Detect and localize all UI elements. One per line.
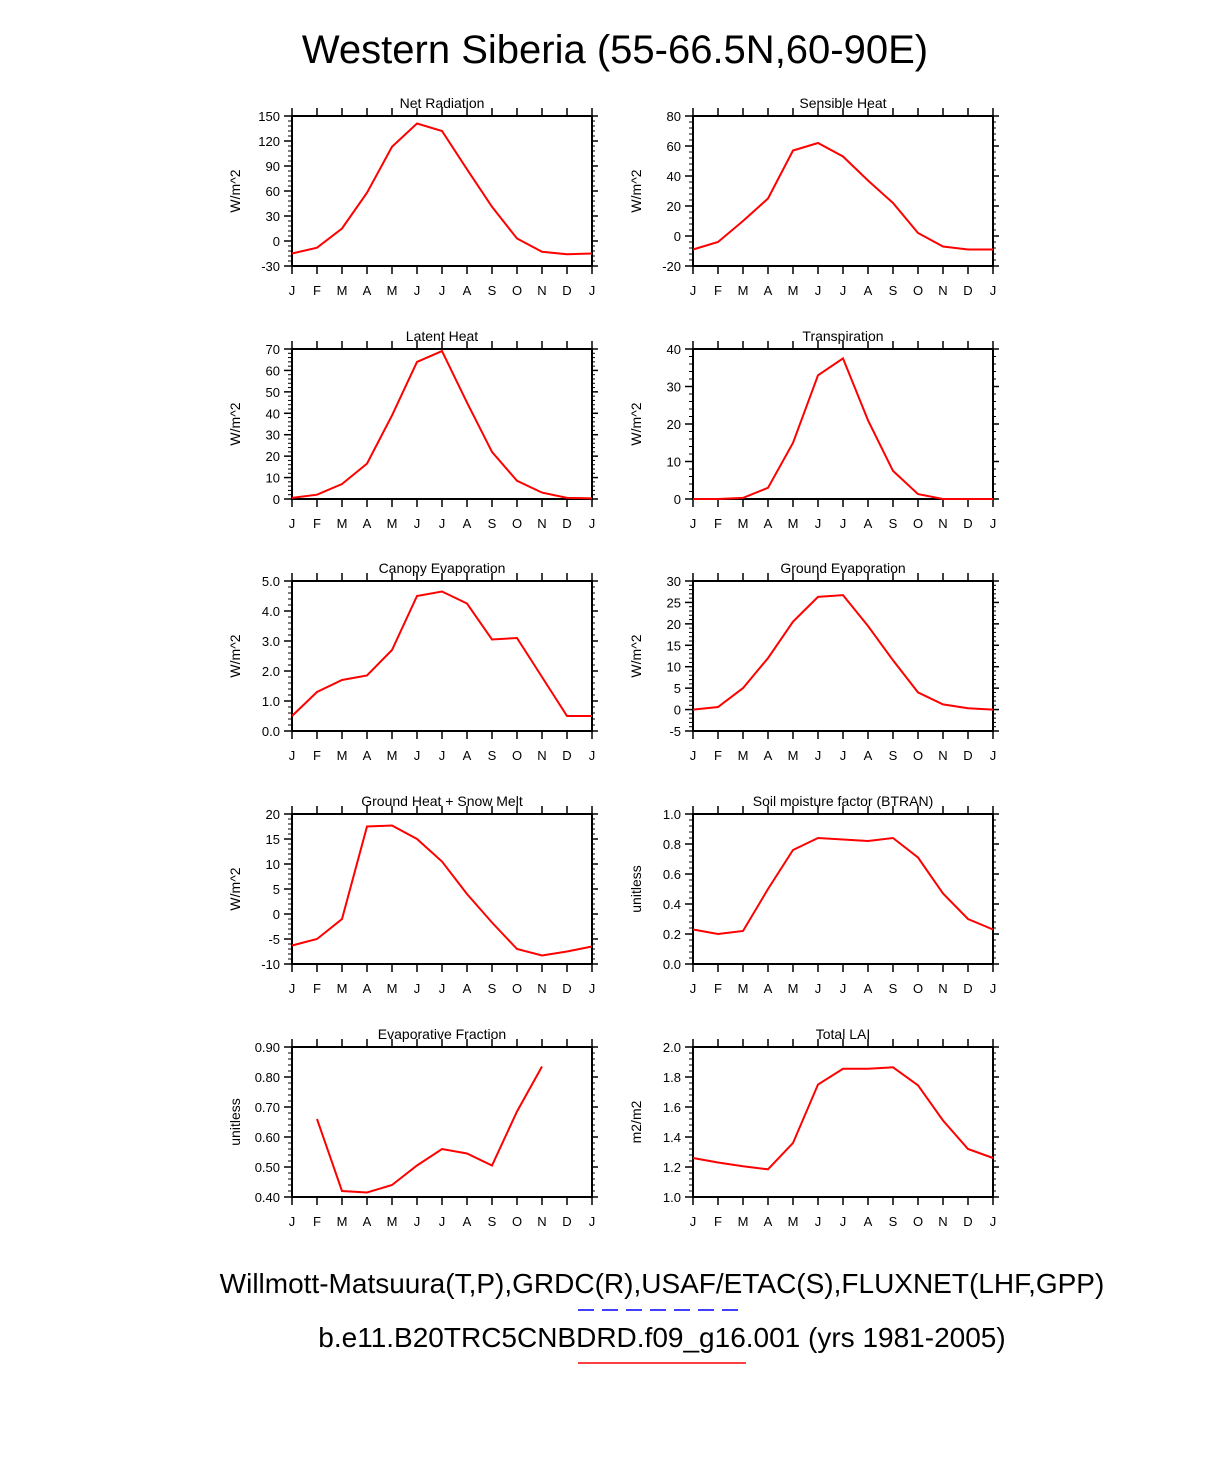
plot-frame	[292, 814, 592, 964]
x-tick-label: J	[438, 516, 446, 531]
y-axis-label: unitless	[628, 865, 644, 913]
x-tick-label: J	[839, 1214, 847, 1229]
x-tick-label: F	[714, 748, 722, 763]
y-tick-label: 0.4	[662, 897, 681, 912]
y-tick-label: 60	[666, 139, 681, 154]
panel-soil-moisture-factor-btran-	[628, 793, 999, 996]
y-tick-label: 0	[272, 907, 280, 922]
x-tick-label: O	[511, 748, 523, 763]
y-tick-label: -10	[261, 957, 280, 972]
y-tick-label: 10	[666, 659, 681, 675]
x-tick-label: J	[413, 516, 421, 531]
x-tick-label: M	[336, 748, 348, 763]
x-tick-label: N	[938, 1214, 948, 1229]
y-tick-label: 10	[265, 470, 280, 486]
x-tick-label: D	[963, 981, 973, 996]
x-tick-label: F	[714, 283, 722, 298]
x-tick-label: J	[989, 1214, 997, 1229]
panels	[227, 95, 999, 1229]
y-tick-label: 1.2	[662, 1160, 681, 1175]
figure-title: Western Siberia (55-66.5N,60-90E)	[301, 28, 929, 72]
footer-line-1: Willmott-Matsuura(T,P),GRDC(R),USAF/ETAC(S),FLUXNET(LHF,GPP)	[219, 1268, 1105, 1299]
y-tick-label: 2.0	[662, 1040, 681, 1055]
series-line	[292, 351, 592, 498]
x-tick-label: J	[288, 1214, 296, 1229]
y-tick-label: 0	[673, 492, 681, 507]
x-tick-label: J	[989, 748, 997, 763]
panel-canopy-evaporation	[227, 560, 598, 763]
x-tick-label: S	[888, 283, 898, 298]
x-tick-label: M	[386, 981, 398, 996]
x-tick-label: D	[963, 283, 973, 298]
y-tick-label: 0	[673, 229, 681, 244]
y-tick-label: 0.40	[254, 1190, 280, 1205]
x-tick-label: D	[562, 1214, 572, 1229]
x-tick-label: A	[462, 283, 472, 298]
x-tick-label: N	[537, 748, 547, 763]
x-tick-label: O	[511, 981, 523, 996]
x-tick-label: J	[588, 981, 596, 996]
y-tick-label: -30	[261, 259, 280, 274]
x-tick-label: M	[737, 1214, 749, 1229]
x-tick-label: J	[839, 283, 847, 298]
y-tick-label: 40	[265, 406, 280, 422]
x-tick-label: J	[438, 1214, 446, 1229]
panel-latent-heat	[227, 328, 598, 531]
x-tick-label: O	[912, 981, 924, 996]
x-tick-label: M	[336, 516, 348, 531]
y-tick-label: 30	[666, 379, 681, 395]
y-tick-label: 15	[666, 638, 681, 654]
x-tick-label: A	[362, 516, 372, 531]
x-tick-label: J	[288, 516, 296, 531]
x-tick-label: A	[863, 516, 873, 531]
series-line	[693, 838, 993, 934]
x-tick-label: J	[839, 516, 847, 531]
x-tick-label: N	[537, 1214, 547, 1229]
x-tick-label: J	[588, 748, 596, 763]
x-tick-label: A	[462, 748, 472, 763]
y-tick-label: 30	[265, 209, 280, 224]
x-tick-label: M	[386, 748, 398, 763]
x-tick-label: D	[562, 283, 572, 298]
y-tick-label: 1.8	[662, 1070, 681, 1085]
plot-frame	[693, 581, 993, 731]
y-tick-label: 0.90	[254, 1040, 280, 1055]
plot-frame	[693, 349, 993, 499]
x-tick-label: J	[814, 516, 822, 531]
x-tick-label: A	[763, 981, 773, 996]
y-tick-label: 0.60	[254, 1130, 280, 1145]
y-tick-label: 10	[265, 857, 280, 872]
x-tick-label: M	[336, 1214, 348, 1229]
x-tick-label: J	[689, 516, 697, 531]
y-tick-label: 40	[666, 169, 681, 184]
y-axis-label: m2/m2	[628, 1100, 644, 1144]
panel-sensible-heat	[628, 95, 999, 298]
y-tick-label: 60	[265, 363, 280, 379]
y-axis-label: W/m^2	[628, 634, 644, 678]
x-tick-label: J	[814, 1214, 822, 1229]
y-tick-label: 5.0	[261, 574, 280, 589]
x-tick-label: A	[763, 516, 773, 531]
x-tick-label: M	[787, 1214, 799, 1229]
x-tick-label: S	[487, 516, 497, 531]
plot-frame	[292, 581, 592, 731]
panel-ground-evaporation	[628, 560, 999, 763]
series-line	[317, 1067, 542, 1193]
y-tick-label: 0.8	[662, 837, 681, 852]
y-tick-label: 0	[673, 702, 681, 718]
x-tick-label: F	[313, 748, 321, 763]
x-tick-label: J	[288, 283, 296, 298]
x-tick-label: A	[763, 748, 773, 763]
x-tick-label: A	[462, 516, 472, 531]
footer-line-2: b.e11.B20TRC5CNBDRD.f09_g16.001 (yrs 1981-2005)	[318, 1322, 1006, 1353]
x-tick-label: F	[313, 1214, 321, 1229]
x-tick-label: S	[888, 516, 898, 531]
x-tick-label: F	[714, 981, 722, 996]
x-tick-label: D	[963, 748, 973, 763]
x-tick-label: J	[689, 748, 697, 763]
x-tick-label: A	[863, 1214, 873, 1229]
panel-title: Ground Heat + Snow Melt	[361, 793, 523, 809]
x-tick-label: M	[787, 283, 799, 298]
x-tick-label: O	[511, 516, 523, 531]
panel-title: Total LAI	[815, 1026, 871, 1042]
panel-evaporative-fraction	[227, 1026, 598, 1229]
y-tick-label: 0.6	[662, 867, 681, 882]
x-tick-label: J	[438, 748, 446, 763]
panel-net-radiation	[227, 95, 598, 298]
x-tick-label: J	[588, 283, 596, 298]
y-tick-label: 0.80	[254, 1070, 280, 1085]
x-tick-label: M	[386, 283, 398, 298]
y-tick-label: 20	[265, 449, 280, 465]
panel-title: Sensible Heat	[799, 95, 887, 111]
panel-ground-heat-snow-melt	[227, 793, 598, 996]
y-tick-label: 30	[666, 574, 681, 589]
y-tick-label: 90	[265, 159, 280, 174]
y-tick-label: 2.0	[261, 664, 280, 679]
x-tick-label: F	[313, 981, 321, 996]
x-tick-label: D	[963, 1214, 973, 1229]
x-tick-label: J	[413, 283, 421, 298]
x-tick-label: D	[562, 981, 572, 996]
plot-frame	[292, 116, 592, 266]
x-tick-label: S	[487, 981, 497, 996]
x-tick-label: N	[938, 516, 948, 531]
x-tick-label: M	[737, 516, 749, 531]
x-tick-label: M	[787, 516, 799, 531]
x-tick-label: J	[588, 1214, 596, 1229]
y-axis-label: W/m^2	[227, 867, 243, 911]
x-tick-label: J	[814, 981, 822, 996]
x-tick-label: F	[313, 283, 321, 298]
x-tick-label: A	[362, 1214, 372, 1229]
panel-title: Ground Evaporation	[780, 560, 906, 576]
y-tick-label: 25	[666, 595, 681, 611]
x-tick-label: A	[863, 981, 873, 996]
x-tick-label: J	[288, 748, 296, 763]
x-tick-label: S	[487, 283, 497, 298]
x-tick-label: M	[386, 516, 398, 531]
x-tick-label: O	[511, 1214, 523, 1229]
x-tick-label: S	[888, 981, 898, 996]
y-tick-label: 0.50	[254, 1160, 280, 1175]
x-tick-label: S	[487, 1214, 497, 1229]
x-tick-label: S	[888, 1214, 898, 1229]
x-tick-label: N	[938, 748, 948, 763]
x-tick-label: J	[839, 748, 847, 763]
y-tick-label: -5	[268, 932, 280, 947]
series-line	[292, 592, 592, 717]
y-tick-label: 30	[265, 427, 280, 443]
y-axis-label: W/m^2	[227, 169, 243, 213]
series-line	[693, 143, 993, 250]
x-tick-label: O	[912, 748, 924, 763]
x-tick-label: D	[562, 748, 572, 763]
y-tick-label: 0.70	[254, 1100, 280, 1115]
series-line	[292, 826, 592, 956]
panel-transpiration	[628, 328, 999, 531]
x-tick-label: J	[989, 516, 997, 531]
y-tick-label: 4.0	[261, 604, 280, 619]
x-tick-label: F	[714, 1214, 722, 1229]
y-axis-label: W/m^2	[628, 402, 644, 446]
x-tick-label: N	[938, 283, 948, 298]
x-tick-label: S	[487, 748, 497, 763]
y-tick-label: 1.0	[662, 807, 681, 822]
panel-total-lai	[628, 1026, 999, 1229]
y-axis-label: unitless	[227, 1098, 243, 1146]
x-tick-label: F	[313, 516, 321, 531]
x-tick-label: D	[562, 516, 572, 531]
x-tick-label: J	[413, 1214, 421, 1229]
y-tick-label: 150	[258, 109, 280, 124]
x-tick-label: J	[288, 981, 296, 996]
x-tick-label: J	[438, 283, 446, 298]
y-tick-label: 20	[666, 417, 681, 432]
y-tick-label: 0	[272, 234, 280, 249]
panel-title: Transpiration	[802, 328, 884, 344]
y-tick-label: 1.0	[261, 694, 280, 709]
plot-frame	[292, 349, 592, 499]
panel-title: Evaporative Fraction	[377, 1026, 507, 1042]
x-tick-label: M	[737, 981, 749, 996]
x-tick-label: M	[336, 981, 348, 996]
x-tick-label: J	[839, 981, 847, 996]
y-tick-label: 15	[265, 832, 280, 847]
y-tick-label: 50	[265, 384, 280, 400]
x-tick-label: J	[438, 981, 446, 996]
y-tick-label: 70	[265, 342, 280, 357]
x-tick-label: A	[362, 283, 372, 298]
x-tick-label: J	[413, 981, 421, 996]
y-axis-label: W/m^2	[227, 634, 243, 678]
x-tick-label: J	[689, 283, 697, 298]
x-tick-label: D	[963, 516, 973, 531]
x-tick-label: M	[737, 748, 749, 763]
plot-frame	[693, 814, 993, 964]
x-tick-label: A	[462, 1214, 472, 1229]
x-tick-label: J	[989, 981, 997, 996]
y-tick-label: 3.0	[261, 634, 280, 649]
x-tick-label: M	[737, 283, 749, 298]
series-line	[693, 1067, 993, 1169]
x-tick-label: N	[537, 283, 547, 298]
x-tick-label: A	[763, 283, 773, 298]
x-tick-label: N	[938, 981, 948, 996]
x-tick-label: A	[362, 981, 372, 996]
y-tick-label: -20	[662, 259, 681, 274]
x-tick-label: M	[787, 981, 799, 996]
y-tick-label: 1.6	[662, 1100, 681, 1115]
x-tick-label: O	[912, 516, 924, 531]
y-tick-label: 0.2	[662, 927, 681, 942]
x-tick-label: J	[413, 748, 421, 763]
y-tick-label: 0.0	[662, 957, 681, 972]
x-tick-label: N	[537, 516, 547, 531]
panel-title: Net Radiation	[399, 95, 485, 111]
y-tick-label: -5	[669, 724, 681, 739]
x-tick-label: A	[362, 748, 372, 763]
series-line	[292, 124, 592, 255]
y-tick-label: 1.4	[662, 1130, 681, 1145]
y-tick-label: 80	[666, 109, 681, 124]
x-tick-label: A	[763, 1214, 773, 1229]
series-line	[693, 595, 993, 710]
y-tick-label: 20	[666, 199, 681, 214]
x-tick-label: J	[689, 1214, 697, 1229]
x-tick-label: F	[714, 516, 722, 531]
x-tick-label: O	[912, 1214, 924, 1229]
x-tick-label: O	[912, 283, 924, 298]
x-tick-label: A	[863, 748, 873, 763]
y-tick-label: 20	[265, 807, 280, 822]
x-tick-label: A	[863, 283, 873, 298]
y-tick-label: 120	[258, 134, 280, 149]
y-axis-label: W/m^2	[628, 169, 644, 213]
y-tick-label: 0	[272, 492, 280, 507]
x-tick-label: S	[888, 748, 898, 763]
y-tick-label: 0.0	[261, 724, 280, 739]
x-tick-label: J	[989, 283, 997, 298]
y-tick-label: 5	[272, 882, 280, 897]
y-tick-label: 1.0	[662, 1190, 681, 1205]
x-tick-label: M	[787, 748, 799, 763]
x-tick-label: O	[511, 283, 523, 298]
y-tick-label: 40	[666, 342, 681, 357]
series-line	[693, 358, 993, 499]
x-tick-label: J	[588, 516, 596, 531]
x-tick-label: J	[814, 283, 822, 298]
y-tick-label: 10	[666, 454, 681, 470]
y-tick-label: 5	[673, 681, 681, 697]
x-tick-label: M	[336, 283, 348, 298]
x-tick-label: N	[537, 981, 547, 996]
panel-title: Canopy Evaporation	[378, 560, 506, 576]
y-axis-label: W/m^2	[227, 402, 243, 446]
x-tick-label: J	[814, 748, 822, 763]
x-tick-label: A	[462, 981, 472, 996]
plot-frame	[693, 116, 993, 266]
x-tick-label: J	[689, 981, 697, 996]
panel-title: Latent Heat	[405, 328, 479, 344]
panel-title: Soil moisture factor (BTRAN)	[752, 793, 934, 809]
x-tick-label: M	[386, 1214, 398, 1229]
y-tick-label: 60	[265, 184, 280, 199]
y-tick-label: 20	[666, 616, 681, 632]
